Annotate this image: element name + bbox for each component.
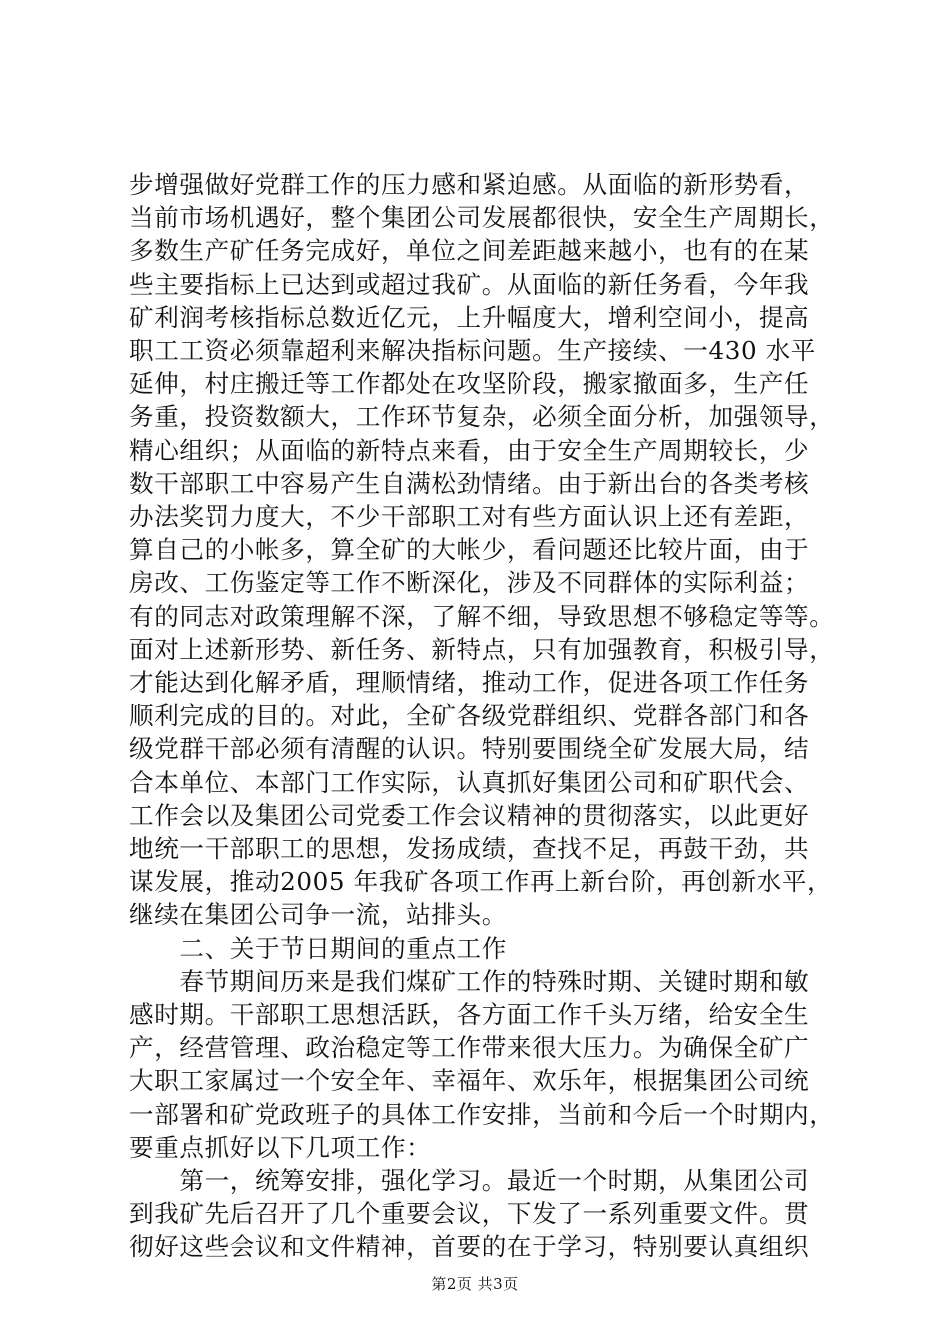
body-text-line: 一部署和矿党政班子的具体工作安排，当前和今后一个时期内， (129, 1099, 835, 1129)
body-text-line: 数干部职工中容易产生自满松劲情绪。由于新出台的各类考核 (129, 468, 810, 498)
body-text-line: 大职工家属过一个安全年、幸福年、欢乐年，根据集团公司统 (129, 1066, 810, 1096)
body-text-line: 矿利润考核指标总数近亿元，上升幅度大，增利空间小，提高 (129, 302, 810, 332)
body-text-line: 产，经营管理、政治稳定等工作带来很大压力。为确保全矿广 (129, 1033, 810, 1063)
body-text-line: 工作会以及集团公司党委工作会议精神的贯彻落实，以此更好 (129, 800, 810, 830)
body-text-line-last: 彻好这些会议和文件精神，首要的在于学习，特别要认真组织 (129, 1232, 810, 1262)
body-text-line: 房改、工伤鉴定等工作不断深化，涉及不同群体的实际利益； (129, 568, 810, 598)
body-text-line: 合本单位、本部门工作实际，认真抓好集团公司和矿职代会、 (129, 767, 810, 797)
body-text-line: 多数生产矿任务完成好，单位之间差距越来越小，也有的在某 (129, 236, 810, 266)
body-text-line: 办法奖罚力度大，不少干部职工对有些方面认识上还有差距， (129, 502, 810, 531)
body-text-line: 务重，投资数额大，工作环节复杂，必须全面分析，加强领导， (129, 402, 835, 432)
body-text-line: 面对上述新形势、新任务、新特点，只有加强教育，积极引导， (129, 634, 835, 664)
body-text-line: 感时期。干部职工思想活跃，各方面工作千头万绪，给安全生 (129, 1000, 810, 1029)
body-text-line: 延伸，村庄搬迁等工作都处在攻坚阶段，搬家撤面多，生产任 (129, 369, 810, 399)
body-text-line: 要重点抓好以下几项工作： (129, 1132, 432, 1162)
body-text-line: 顺利完成的目的。对此，全矿各级党群组织、党群各部门和各 (129, 701, 810, 731)
body-text-line: 才能达到化解矛盾，理顺情绪，推动工作，促进各项工作任务 (129, 668, 810, 697)
body-text-line: 算自己的小帐多，算全矿的大帐少，看问题还比较片面，由于 (129, 535, 810, 565)
section-heading: 二、关于节日期间的重点工作 (129, 933, 507, 963)
body-text-line: 春节期间历来是我们煤矿工作的特殊时期、关键时期和敏 (129, 966, 810, 996)
body-text-line: 谋发展，推动2005 年我矿各项工作再上新台阶，再创新水平， (129, 867, 833, 897)
body-text-line: 地统一干部职工的思想，发扬成绩，查找不足，再鼓干劲，共 (129, 834, 810, 863)
body-text-line: 第一，统筹安排，强化学习。最近一个时期，从集团公司 (129, 1166, 810, 1195)
body-text-line: 级党群干部必须有清醒的认识。特别要围绕全矿发展大局，结 (129, 734, 810, 764)
body-text-line: 些主要指标上已达到或超过我矿。从面临的新任务看，今年我 (129, 269, 810, 299)
body-text-line: 步增强做好党群工作的压力感和紧迫感。从面临的新形势看， (129, 170, 810, 199)
body-text-line: 继续在集团公司争一流，站排头。 (129, 900, 507, 930)
body-text-line: 精心组织；从面临的新特点来看，由于安全生产周期较长，少 (129, 435, 810, 465)
body-text-line: 有的同志对政策理解不深，了解不细，导致思想不够稳定等等。 (129, 601, 835, 631)
body-text-line: 当前市场机遇好，整个集团公司发展都很快，安全生产周期长， (129, 203, 835, 233)
page-footer: 第2页 共3页 (431, 1275, 519, 1293)
body-text-line: 职工工资必须靠超利来解决指标问题。生产接续、一430 水平 (129, 336, 817, 365)
body-text-line: 到我矿先后召开了几个重要会议，下发了一系列重要文件。贯 (129, 1199, 810, 1229)
